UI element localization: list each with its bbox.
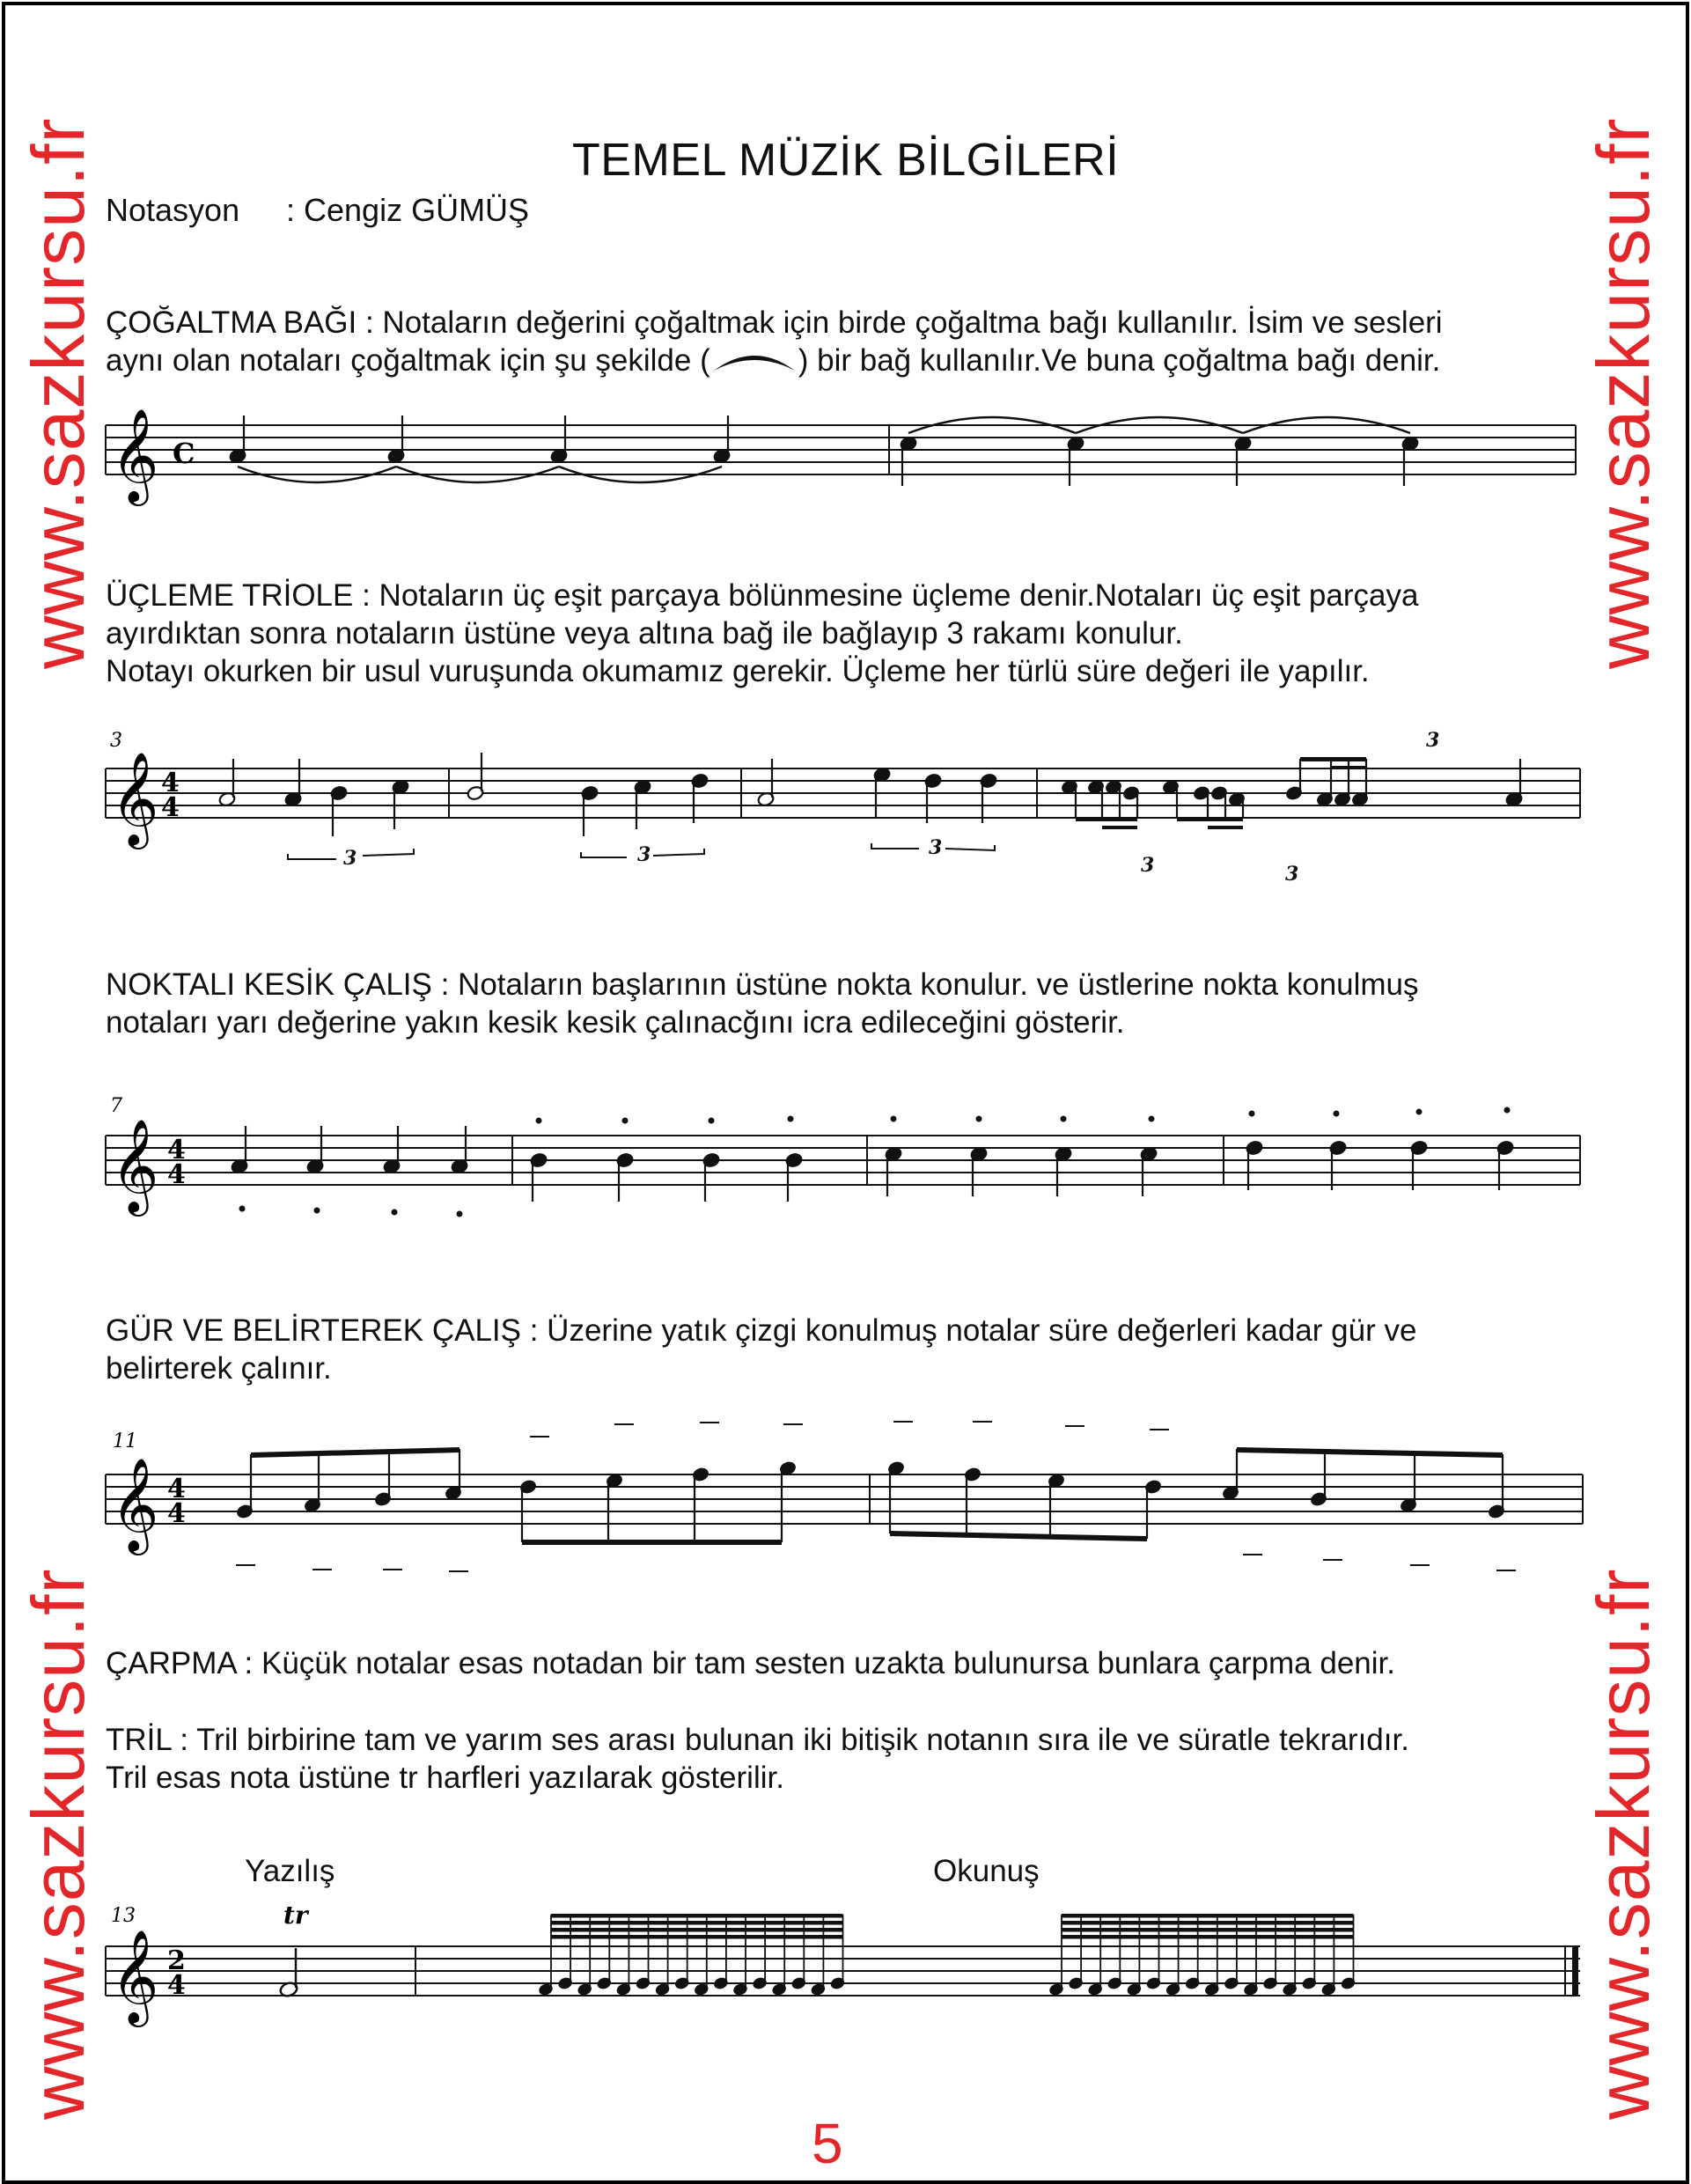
- noktali-line-2: notaları yarı değerine yakın kesik kesik çalınacğını icra edileceğini gösterir.: [106, 1005, 1125, 1040]
- cogaltma-line-2b: ) bir bağ kullanılır.Ve buna çoğaltma bağı denir.: [798, 343, 1441, 378]
- slur-icon: [710, 346, 798, 374]
- notation-label: Notasyon: [106, 192, 240, 228]
- carpma-text: [106, 1644, 1395, 1682]
- treble-clef-icon: 𝄞: [111, 751, 159, 845]
- watermark-right-bottom: www.sazkursu.fr: [1582, 1568, 1665, 2120]
- treble-clef-icon: 𝄞: [111, 408, 159, 502]
- tuplet-3: 3: [929, 836, 943, 859]
- time-sig-bottom: 4: [167, 1159, 186, 1190]
- notation-value: : Cengiz GÜMÜŞ: [286, 192, 530, 228]
- cogaltma-line-2: [106, 342, 1443, 379]
- page-title: TEMEL MÜZİK BİLGİLERİ: [572, 135, 1120, 186]
- tuplet-3: 3: [637, 843, 651, 866]
- watermark-left-top: www.sazkursu.fr: [17, 117, 99, 669]
- trill-beam: [551, 1928, 843, 1932]
- half-note: [279, 1948, 299, 1998]
- page-number: 5: [812, 2112, 843, 2175]
- cogaltma-text: [106, 304, 1443, 379]
- time-sig-top: 4: [161, 768, 180, 798]
- measure-number: 13: [111, 1905, 136, 1927]
- trill-beam: [1062, 1935, 1354, 1939]
- time-sig-top: 4: [167, 1474, 186, 1504]
- time-sig-top: 2: [167, 1945, 186, 1976]
- time-sig-bottom: 4: [161, 792, 180, 823]
- label-played: Okunuş: [933, 1854, 1040, 1888]
- staff-1: [0, 387, 1691, 528]
- tuplet-3: 3: [1141, 854, 1155, 877]
- ucleme-line-2: ayırdıktan sonra notaların üstüne veya altına bağ ile bağlayıp 3 rakamı konulur.: [106, 616, 1183, 651]
- treble-clef-icon: 𝄞: [111, 1457, 159, 1551]
- staccato-dots: [239, 1107, 1511, 1217]
- staff-2-notes: [218, 753, 997, 836]
- gur-line-2: belirterek çalınır.: [106, 1351, 332, 1386]
- notation-credit: [106, 192, 529, 229]
- staff-3: [0, 1096, 1691, 1237]
- tril-line-2: Tril esas nota üstüne tr harfleri yazılarak gösterilir.: [106, 1761, 784, 1795]
- measure-number: 7: [110, 1095, 122, 1117]
- cogaltma-line-1: ÇOĞALTMA BAĞI : Notaların değerini çoğaltmak için birde çoğaltma bağı kullanılır. İsim ve sesleri: [106, 305, 1443, 340]
- tuplet-3: 3: [1426, 729, 1440, 752]
- final-barline: [1572, 1946, 1578, 1996]
- tril-line-1: TRİL : Tril birbirine tam ve yarım ses arası bulunan iki bitişik notanın sıra ile ve süratle tekrarıdır.: [106, 1723, 1409, 1757]
- time-sig-bottom: 4: [167, 1970, 186, 2001]
- time-sig-bottom: 4: [167, 1498, 186, 1529]
- tril-text: [106, 1721, 1409, 1797]
- noktali-line-1: NOKTALI KESİK ÇALIŞ : Notaların başlarının üstüne nokta konulur. ve üstlerine nokta konulmuş: [106, 967, 1419, 1002]
- staff-3-notes: [231, 1126, 1514, 1202]
- trill-beam: [1062, 1921, 1354, 1925]
- staff-4: [0, 1426, 1691, 1585]
- staff-2: [0, 731, 1691, 889]
- gur-text: [106, 1312, 1416, 1387]
- staff-5: [0, 1897, 1691, 2038]
- ucleme-text: [106, 577, 1418, 690]
- ucleme-line-3: Notayı okurken bir usul vuruşunda okumamız gerekir. Üçleme her türlü süre değeri ile yapılır.: [106, 654, 1370, 688]
- common-time: C: [173, 437, 195, 470]
- trill-beam: [551, 1914, 843, 1918]
- gur-line-1: GÜR VE BELİRTEREK ÇALIŞ : Üzerine yatık çizgi konulmuş notalar süre değerleri kadar gür ve: [106, 1313, 1417, 1348]
- trill-beam: [551, 1921, 843, 1925]
- label-written: Yazılış: [245, 1854, 335, 1888]
- trill-beam: [551, 1935, 843, 1939]
- tuplet-3: 3: [343, 847, 357, 870]
- cogaltma-line-2a: aynı olan notaları çoğaltmak için şu şekilde (: [106, 343, 710, 378]
- carpma-line-1: ÇARPMA : Küçük notalar esas notadan bir tam sesten uzakta bulunursa bunlara çarpma denir.: [106, 1646, 1395, 1680]
- treble-clef-icon: 𝄞: [111, 1118, 159, 1212]
- tuplet-3: 3: [1285, 863, 1299, 886]
- trill-beam: [1062, 1914, 1354, 1918]
- trill-icon: tr: [283, 1901, 308, 1930]
- trill-beam: [1062, 1928, 1354, 1932]
- treble-clef-icon: 𝄞: [111, 1929, 159, 2023]
- ucleme-line-1: ÜÇLEME TRİOLE : Notaların üç eşit parçaya bölünmesine üçleme denir.Notaları üç eşit parçaya: [106, 578, 1419, 613]
- noktali-text: [106, 966, 1419, 1041]
- watermark-left-bottom: www.sazkursu.fr: [17, 1568, 99, 2120]
- watermark-right-top: www.sazkursu.fr: [1582, 117, 1665, 669]
- time-sig-top: 4: [167, 1135, 186, 1166]
- measure-number: 3: [110, 730, 122, 752]
- measure-number: 11: [113, 1430, 137, 1452]
